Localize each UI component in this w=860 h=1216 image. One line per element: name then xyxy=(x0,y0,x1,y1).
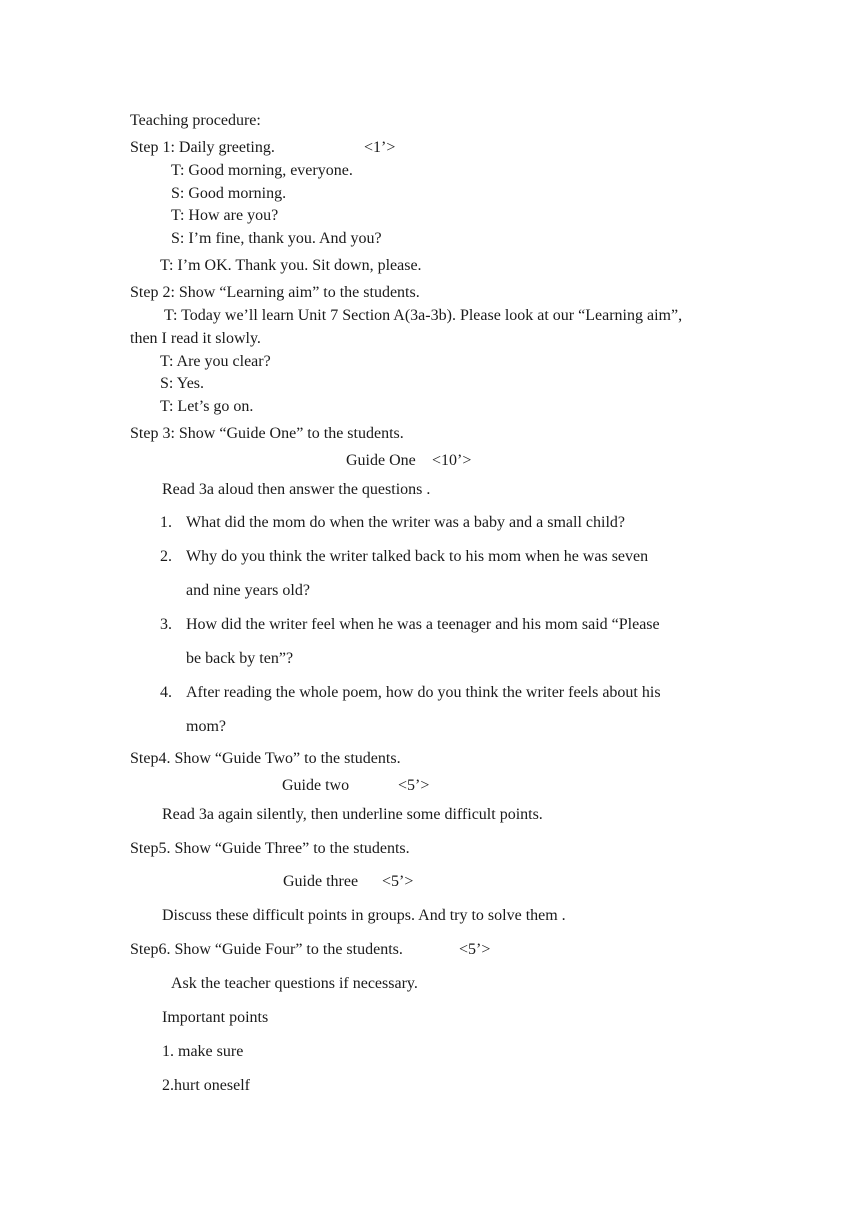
question-text: Why do you think the writer talked back to his mom when he was seven xyxy=(186,548,649,565)
step1-title: Step 1: Daily greeting. xyxy=(130,139,275,156)
question-number: 3. xyxy=(160,616,172,633)
step4-title: Step4. Show “Guide Two” to the students. xyxy=(130,750,401,767)
guide-one-label: Guide One xyxy=(346,452,416,469)
dialogue-line: S: Yes. xyxy=(160,375,205,392)
guide-two-time: <5’> xyxy=(398,777,430,794)
question-text: be back by ten”? xyxy=(186,650,294,667)
step6-title: Step6. Show “Guide Four” to the students. xyxy=(130,941,403,958)
question-number: 4. xyxy=(160,684,172,701)
dialogue-line: T: I’m OK. Thank you. Sit down, please. xyxy=(160,257,422,274)
question-text: How did the writer feel when he was a teenager and his mom said “Please xyxy=(186,616,660,633)
dialogue-line: S: I’m fine, thank you. And you? xyxy=(171,230,382,247)
question-text: mom? xyxy=(186,718,226,735)
question-number: 1. xyxy=(160,514,172,531)
step2-title: Step 2: Show “Learning aim” to the students. xyxy=(130,284,420,301)
guide-four-instruction: Ask the teacher questions if necessary. xyxy=(171,975,418,992)
question-text: What did the mom do when the writer was a baby and a small child? xyxy=(186,514,625,531)
step1-time: <1’> xyxy=(364,139,396,156)
guide-two-label: Guide two xyxy=(282,777,350,794)
dialogue-line: T: Today we’ll learn Unit 7 Section A(3a-3b). Please look at our “Learning aim”, xyxy=(164,307,683,324)
step5-title: Step5. Show “Guide Three” to the students. xyxy=(130,840,410,857)
dialogue-line: T: Let’s go on. xyxy=(160,398,254,415)
step6-time: <5’> xyxy=(459,941,491,958)
dialogue-line: T: How are you? xyxy=(171,207,279,224)
guide-one-instruction: Read 3a aloud then answer the questions . xyxy=(162,481,431,498)
guide-three-time: <5’> xyxy=(382,873,414,890)
dialogue-line: S: Good morning. xyxy=(171,185,287,202)
guide-one-time: <10’> xyxy=(432,452,472,469)
question-text: and nine years old? xyxy=(186,582,310,599)
step3-title: Step 3: Show “Guide One” to the students. xyxy=(130,425,404,442)
question-number: 2. xyxy=(160,548,172,565)
guide-three-instruction: Discuss these difficult points in groups. And try to solve them . xyxy=(162,907,566,924)
guide-two-instruction: Read 3a again silently, then underline some difficult points. xyxy=(162,806,543,823)
question-text: After reading the whole poem, how do you think the writer feels about his xyxy=(186,684,661,701)
section-heading: Teaching procedure: xyxy=(130,112,261,129)
important-point-item: 2.hurt oneself xyxy=(162,1077,250,1094)
important-point-item: 1. make sure xyxy=(162,1043,244,1060)
guide-three-label: Guide three xyxy=(283,873,359,890)
dialogue-line-continued: then I read it slowly. xyxy=(130,330,261,347)
dialogue-line: T: Are you clear? xyxy=(160,353,271,370)
dialogue-line: T: Good morning, everyone. xyxy=(171,162,353,179)
important-points-heading: Important points xyxy=(162,1009,269,1026)
